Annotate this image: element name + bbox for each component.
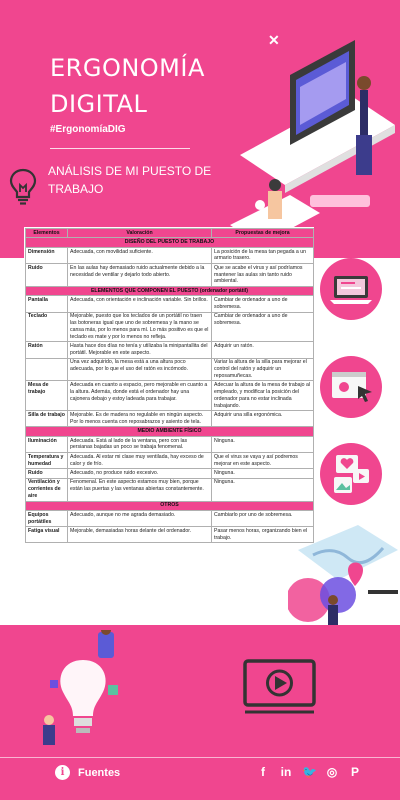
proposal-cell: Ninguna. xyxy=(212,469,314,478)
proposal-cell: Adquirir un ratón. xyxy=(212,342,314,358)
linkedin-icon[interactable]: in xyxy=(280,765,292,779)
divider xyxy=(50,148,190,149)
rating-cell: Adecuada. Al estar mi clase muy ventilada, hay exceso de calor y de frío. xyxy=(68,453,212,469)
section-title: DISEÑO DEL PUESTO DE TRABAJO xyxy=(26,238,314,247)
page-title: ERGONOMÍA DIGITAL xyxy=(50,54,205,118)
rating-cell: Fenomenal. En este aspecto estamos muy bien, porque están las puertas y las ventanas abiertas constantemente. xyxy=(68,478,212,501)
table-row xyxy=(26,469,314,478)
table-row xyxy=(26,381,314,411)
column-header: Propuestas de mejora xyxy=(212,229,314,238)
table-row xyxy=(26,296,314,312)
social-links xyxy=(256,765,362,779)
element-cell: Ventilación y corrientes de aire xyxy=(26,478,68,501)
element-cell: Ruido xyxy=(26,469,68,478)
proposal-cell: Variar la altura de la silla para mejorar el control del ratón y adquirir un reposamuñecas. xyxy=(212,358,314,381)
proposal-cell: Cambiarlo por uno de sobremesa. xyxy=(212,510,314,526)
table-row xyxy=(26,436,314,452)
table-row xyxy=(26,312,314,342)
column-header: Elementos xyxy=(26,229,68,238)
element-cell: Pantalla xyxy=(26,296,68,312)
rating-cell: En las aulas hay demasiado ruido actualmente debido a la necesidad de ventilar y dejarlo todo abierto. xyxy=(68,263,212,286)
facebook-icon[interactable]: f xyxy=(261,765,265,779)
element-cell: Iluminación xyxy=(26,436,68,452)
sources-link[interactable] xyxy=(55,765,120,780)
rating-cell: Adecuado, no produce ruido excesivo. xyxy=(68,469,212,478)
table-row xyxy=(26,342,314,358)
table-row xyxy=(26,263,314,286)
rating-cell: Adecuada, con movilidad suficiente. xyxy=(68,247,212,263)
pinterest-icon[interactable]: P xyxy=(350,765,359,779)
element-cell xyxy=(26,358,68,381)
proposal-cell: Ninguna. xyxy=(212,436,314,452)
element-cell: Ruido xyxy=(26,263,68,286)
proposal-cell: Pasar menos horas, organizando bien el trabajo. xyxy=(212,527,314,543)
table-row xyxy=(26,527,314,543)
proposal-cell: Que el virus se vaya y así podremos mejorar en este aspecto. xyxy=(212,453,314,469)
video-player-icon xyxy=(242,658,317,716)
header-banner xyxy=(0,0,400,258)
sources-label: Fuentes xyxy=(78,766,121,779)
table-row xyxy=(26,478,314,501)
proposal-cell: Cambiar de ordenador a uno de sobremesa. xyxy=(212,296,314,312)
table-row xyxy=(26,358,314,381)
rating-cell: Mejorable. Es de madera no regulable en ningún aspecto. Por lo menos cuenta con reposabrazos y asiento de tela. xyxy=(68,411,212,427)
section-row xyxy=(26,501,314,510)
decorative-cross-icon: ✕ xyxy=(268,32,280,48)
proposal-cell: Adquirir una silla ergonómica. xyxy=(212,411,314,427)
rating-cell: Hasta hace dos días no tenía y utilizaba la minipantallita del portátil. Mejorable en este aspecto. xyxy=(68,342,212,358)
element-cell: Equipos portátiles xyxy=(26,510,68,526)
table-row xyxy=(26,510,314,526)
element-cell: Silla de trabajo xyxy=(26,411,68,427)
section-title: OTROS xyxy=(26,501,314,510)
rating-cell: Adecuado, aunque no me agrada demasiado. xyxy=(68,510,212,526)
table-row xyxy=(26,453,314,469)
rating-cell: Adecuada. Está al lado de la ventana, pero con las persianas bajadas un poco se trabaja fenomenal. xyxy=(68,436,212,452)
element-cell: Dimensión xyxy=(26,247,68,263)
rating-cell: Adecuada en cuanto a espacio, pero mejorable en cuanto a la altura. Además, donde está el ordenador hay una cajonera debajo y estoy ladeada para trabajar. xyxy=(68,381,212,411)
info-icon: i xyxy=(55,765,70,780)
lightbulb-icon xyxy=(8,168,38,206)
element-cell: Ratón xyxy=(26,342,68,358)
proposal-cell: Que se acabe el virus y así podríamos mantener las aulas sin tanto ruido ambiental. xyxy=(212,263,314,286)
cursor-screen-circle-icon xyxy=(320,356,382,418)
section-title: ELEMENTOS QUE COMPONEN EL PUESTO (ordenador portátil) xyxy=(26,286,314,295)
workspace-illustration xyxy=(230,35,400,255)
proposal-cell: Adecuar la altura de la mesa de trabajo al empleado, y modificar la posición del ordenador para no estar inclinada trabajando. xyxy=(212,381,314,411)
element-cell: Temperatura y humedad xyxy=(26,453,68,469)
proposal-cell: Ninguna. xyxy=(212,478,314,501)
twitter-icon[interactable]: 🐦 xyxy=(302,765,317,779)
workstation-analysis-table xyxy=(24,227,314,544)
hashtag: #ErgonomíaDIG xyxy=(50,124,126,135)
map-illustration xyxy=(288,520,400,630)
proposal-cell: Cambiar de ordenador a uno de sobremesa. xyxy=(212,312,314,342)
proposal-cell: La posición de la mesa tan pegada a un armario trasero. xyxy=(212,247,314,263)
table-row xyxy=(26,247,314,263)
section-subtitle: ANÁLISIS DE MI PUESTO DE TRABAJO xyxy=(48,164,212,196)
element-cell: Fatiga visual xyxy=(26,527,68,543)
element-cell: Teclado xyxy=(26,312,68,342)
rating-cell: Adecuada, con orientación e inclinación variable. Sin brillos. xyxy=(68,296,212,312)
section-row xyxy=(26,286,314,295)
table-row xyxy=(26,411,314,427)
table-header-row xyxy=(26,229,314,238)
rating-cell: Mejorable, puesto que los teclados de un portátil no traen las botoneras igual que uno de sobremesa y la mano se cansa más, por lo menos para mí. Lo más positivo es que el teclado es mate y por lo menos no refleja. xyxy=(68,312,212,342)
footer-banner xyxy=(0,625,400,800)
footer-divider xyxy=(0,757,400,758)
section-row xyxy=(26,238,314,247)
lightbulb-person-illustration xyxy=(38,630,128,748)
element-cell: Mesa de trabajo xyxy=(26,381,68,411)
instagram-icon[interactable]: ◎ xyxy=(326,765,338,779)
laptop-circle-icon xyxy=(320,258,382,320)
section-row xyxy=(26,427,314,436)
rating-cell: Una vez adquirido, la mesa está a una altura poco adecuada, por lo que el uso del ratón es incómodo. xyxy=(68,358,212,381)
media-heart-circle-icon xyxy=(320,443,382,505)
section-title: MEDIO AMBIENTE FÍSICO xyxy=(26,427,314,436)
column-header: Valoración xyxy=(68,229,212,238)
rating-cell: Mejorable, demasiadas horas delante del ordenador. xyxy=(68,527,212,543)
